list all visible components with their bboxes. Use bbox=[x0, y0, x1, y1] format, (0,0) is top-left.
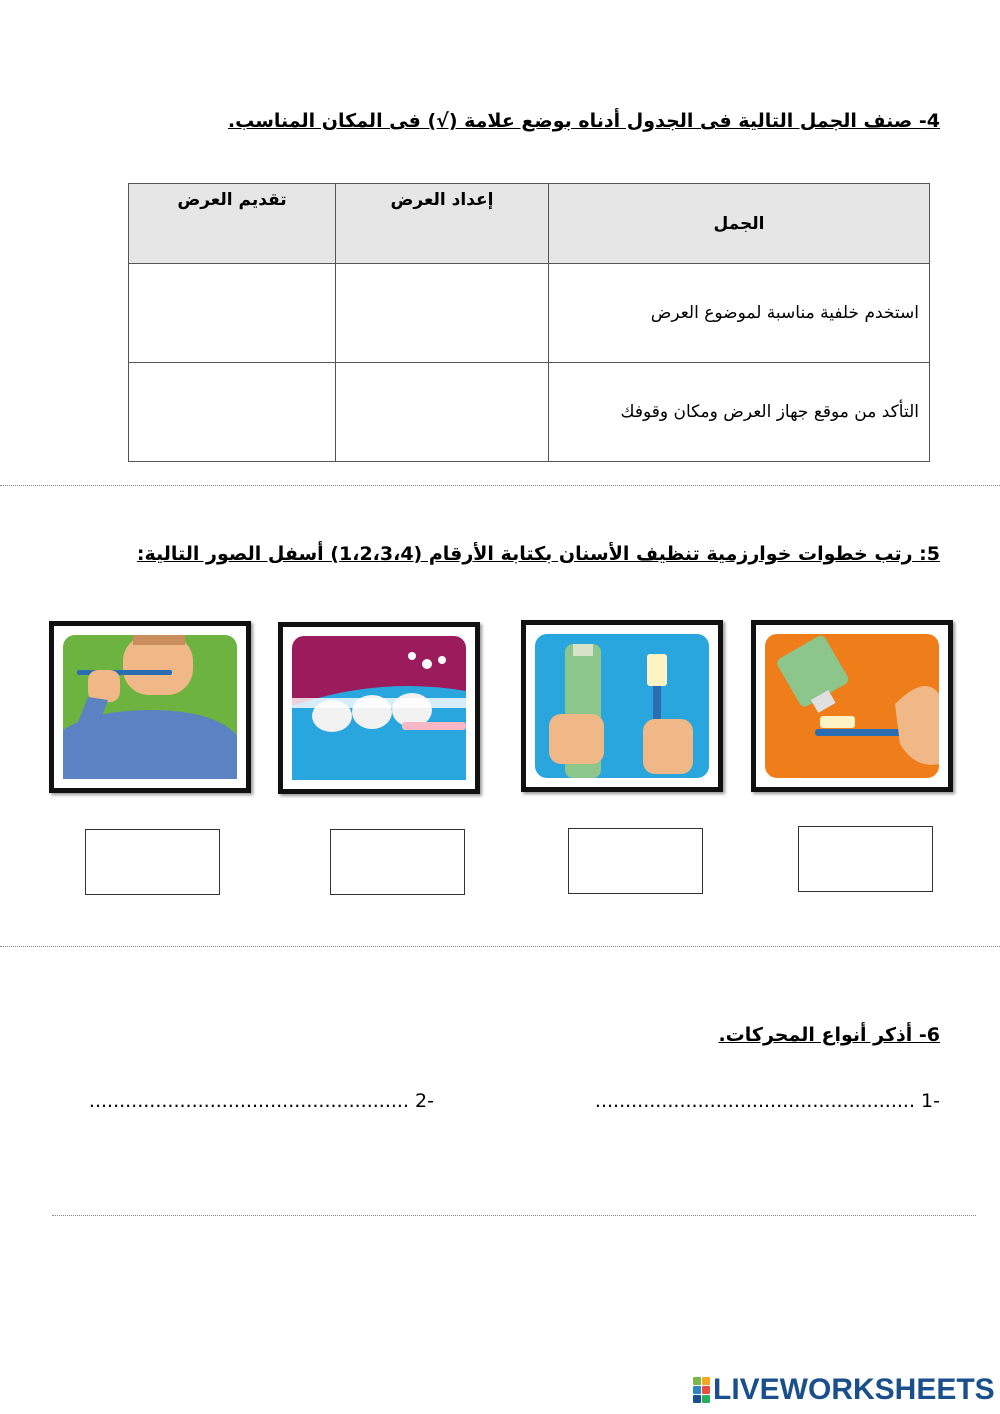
answer-line-1-text: -1 ..................................................... bbox=[594, 1090, 940, 1112]
teeth-foam-icon bbox=[292, 636, 466, 780]
logo-text: LIVEWORKSHEETS bbox=[713, 1373, 995, 1406]
sentence-cell: استخدم خلفية مناسبة لموضوع العرض bbox=[549, 264, 930, 363]
section-divider bbox=[0, 946, 1000, 947]
header-sentences: الجمل bbox=[549, 184, 930, 264]
holding-toothpaste-and-brush-icon bbox=[535, 634, 709, 778]
answer-box-image-3[interactable] bbox=[330, 829, 465, 895]
toothpaste-on-brush-image bbox=[751, 620, 953, 792]
header-preparing: إعداد العرض bbox=[336, 184, 549, 264]
boy-brushing-teeth-image bbox=[49, 621, 251, 793]
question-5-title: 5: رتب خطوات خوارزمية تنظيف الأسنان بكتابة الأرقام (1،2،3،4) أسفل الصور التالية: bbox=[136, 543, 940, 565]
holding-toothpaste-and-brush-image bbox=[521, 620, 723, 792]
answer-line-2-text: -2 ..................................................... bbox=[88, 1090, 434, 1112]
section-divider bbox=[52, 1215, 976, 1216]
toothpaste-on-brush-icon bbox=[765, 634, 939, 778]
answer-cell-present-2[interactable] bbox=[129, 363, 336, 462]
sentence-cell: التأكد من موقع جهاز العرض ومكان وقوفك bbox=[549, 363, 930, 462]
teeth-foam-image bbox=[278, 622, 480, 794]
answer-box-image-2[interactable] bbox=[568, 828, 703, 894]
classification-table bbox=[128, 183, 930, 462]
answer-cell-present-1[interactable] bbox=[129, 264, 336, 363]
question-6-title: 6- أذكر أنواع المحركات. bbox=[718, 1024, 940, 1046]
table-row bbox=[129, 264, 930, 363]
answer-box-image-1[interactable] bbox=[798, 826, 933, 892]
liveworksheets-logo bbox=[693, 1373, 995, 1407]
table-header-row bbox=[129, 184, 930, 264]
header-presenting: تقديم العرض bbox=[129, 184, 336, 264]
answer-line-2[interactable] bbox=[89, 1090, 434, 1112]
answer-line-1[interactable] bbox=[595, 1090, 940, 1112]
answer-cell-prepare-2[interactable] bbox=[336, 363, 549, 462]
boy-brushing-teeth-icon bbox=[63, 635, 237, 779]
logo-mark-icon bbox=[693, 1377, 710, 1403]
answer-box-image-4[interactable] bbox=[85, 829, 220, 895]
table-row bbox=[129, 363, 930, 462]
question-4-title: 4- صنف الجمل التالية فى الجدول أدناه بوضع علامة (√) فى المكان المناسب. bbox=[227, 110, 940, 132]
answer-cell-prepare-1[interactable] bbox=[336, 264, 549, 363]
section-divider bbox=[0, 485, 1000, 486]
